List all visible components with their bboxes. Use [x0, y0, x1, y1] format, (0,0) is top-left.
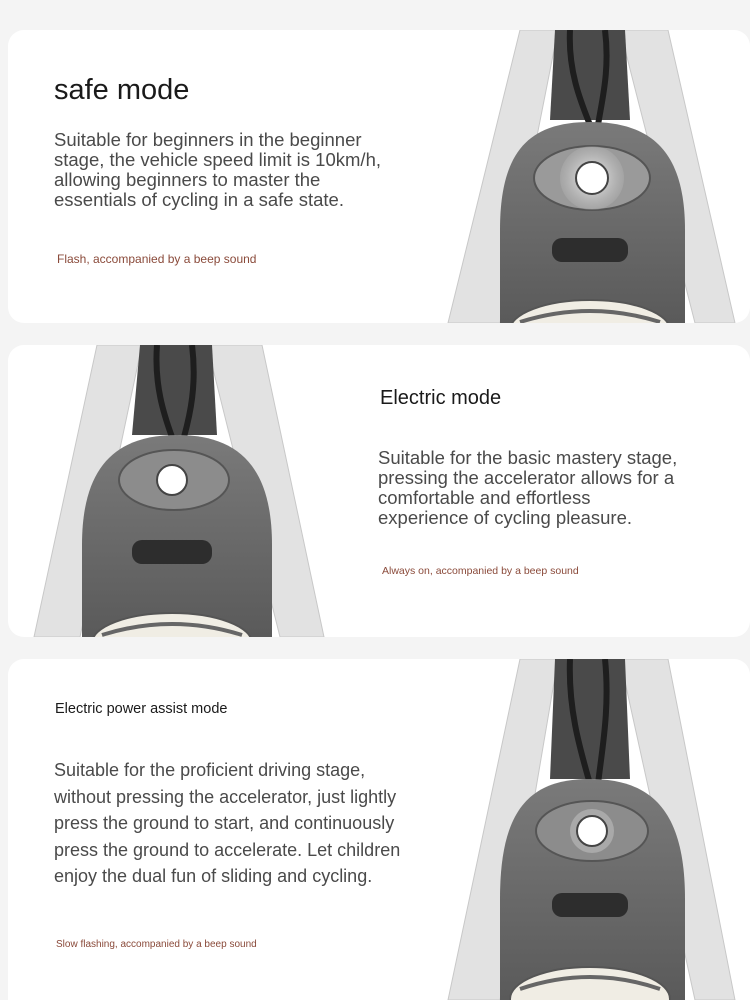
mode-title: Electric power assist mode	[55, 701, 228, 717]
mode-description: Suitable for beginners in the beginner stage, the vehicle speed limit is 10km/h, allowing beginners to master the essentials of cycling in a safe state.	[54, 129, 381, 210]
mode-card-safe	[8, 30, 750, 323]
mode-indicator-note: Slow flashing, accompanied by a beep sound	[56, 939, 257, 950]
scooter-panel-image	[440, 659, 750, 1000]
mode-indicator-note: Flash, accompanied by a beep sound	[57, 252, 257, 266]
mode-description: Suitable for the proficient driving stage, without pressing the accelerator, just lightly press the ground to start, and continuously press the ground to accelerate. Let children enjoy the dual fun of sliding and cycling.	[54, 760, 401, 886]
scooter-panel-image	[32, 345, 332, 637]
mode-card-electric	[8, 345, 750, 637]
scooter-panel-image	[440, 30, 750, 323]
mode-description: Suitable for the basic mastery stage, pressing the accelerator allows for a comfortable and effortless experience of cycling pleasure.	[378, 447, 678, 528]
mode-indicator-note: Always on, accompanied by a beep sound	[382, 565, 579, 577]
mode-title: safe mode	[54, 74, 190, 106]
mode-card-power-assist	[8, 659, 750, 1000]
mode-title: Electric mode	[380, 387, 502, 409]
